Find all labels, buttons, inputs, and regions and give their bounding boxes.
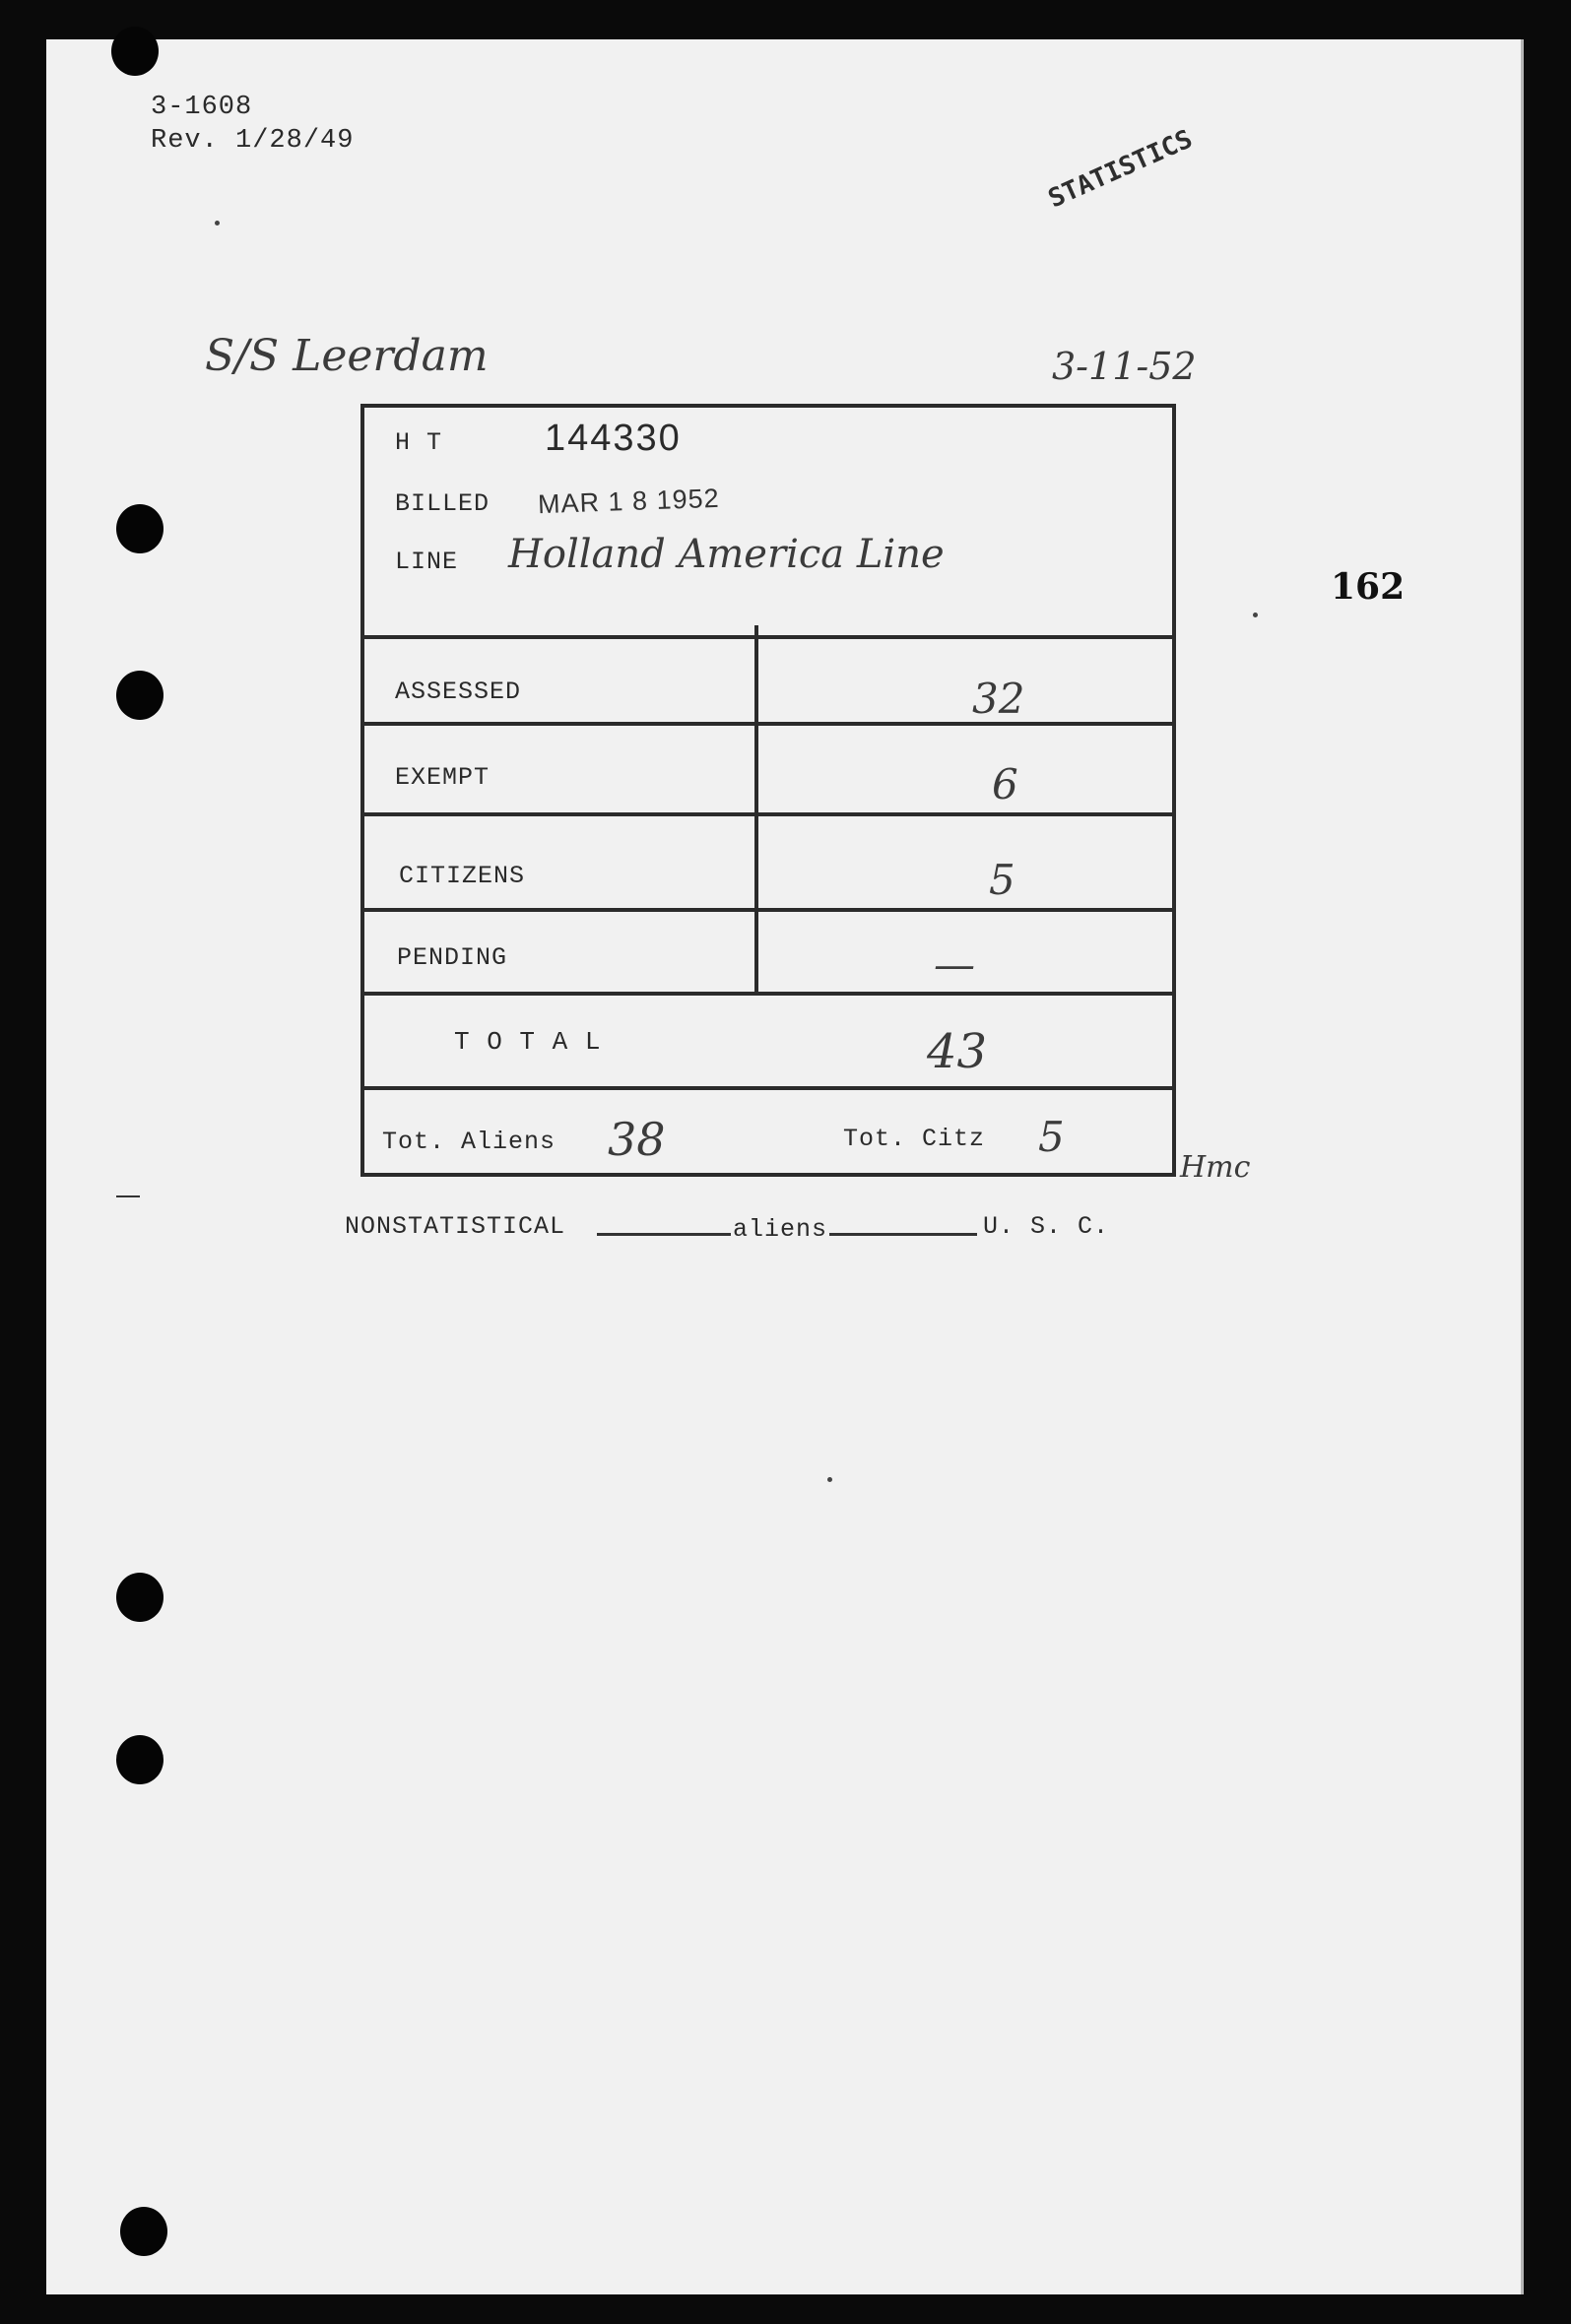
stray-mark: [116, 1195, 140, 1197]
exempt-value: 6: [992, 760, 1018, 808]
total-aliens-label: Tot. Aliens: [382, 1128, 556, 1156]
ht-value: 144330: [545, 418, 682, 459]
initials-signature: Hmc: [1180, 1150, 1251, 1185]
ship-name: S/S Leerdam: [205, 331, 489, 381]
divider: [360, 1086, 1176, 1090]
punch-hole: [116, 504, 164, 553]
punch-hole: [116, 671, 164, 720]
page-number: 162: [1331, 566, 1406, 608]
column-divider: [754, 625, 758, 995]
form-revision: Rev. 1/28/49: [151, 126, 355, 156]
punch-hole: [111, 27, 159, 76]
statistics-stamp: STATISTICS: [1044, 124, 1198, 215]
punch-hole: [116, 1573, 164, 1622]
total-citizens-value: 5: [1038, 1113, 1065, 1161]
divider: [360, 635, 1176, 639]
divider: [360, 722, 1176, 726]
total-aliens-value: 38: [608, 1113, 666, 1166]
ht-label: H T: [395, 428, 443, 457]
punch-hole: [120, 2207, 167, 2256]
line-value: Holland America Line: [508, 532, 945, 577]
blank-line: [597, 1233, 731, 1236]
pending-value: —: [934, 940, 975, 989]
assessed-label: ASSESSED: [395, 678, 522, 706]
billed-date-stamp: MAR 1 8 1952: [537, 483, 721, 520]
total-label: T O T A L: [454, 1027, 602, 1057]
line-label: LINE: [395, 548, 459, 576]
nonstatistical-usc-label: U. S. C.: [983, 1212, 1110, 1241]
punch-hole: [116, 1735, 164, 1784]
record-date: 3-11-52: [1052, 345, 1197, 388]
divider: [360, 812, 1176, 816]
total-value: 43: [927, 1024, 988, 1079]
divider: [360, 908, 1176, 912]
stray-mark: [215, 221, 220, 226]
citizens-value: 5: [989, 856, 1015, 904]
stray-mark: [1253, 613, 1258, 617]
billed-label: BILLED: [395, 489, 491, 518]
form-number: 3-1608: [151, 93, 253, 122]
assessed-value: 32: [972, 675, 1025, 723]
total-citizens-label: Tot. Citz: [843, 1125, 986, 1153]
blank-line: [829, 1233, 977, 1236]
citizens-label: CITIZENS: [399, 862, 526, 890]
divider: [360, 992, 1176, 996]
stray-mark: [827, 1477, 832, 1482]
pending-label: PENDING: [397, 943, 508, 972]
nonstatistical-aliens-label: aliens: [733, 1215, 828, 1244]
exempt-label: EXEMPT: [395, 763, 491, 792]
nonstatistical-label: NONSTATISTICAL: [345, 1212, 566, 1241]
